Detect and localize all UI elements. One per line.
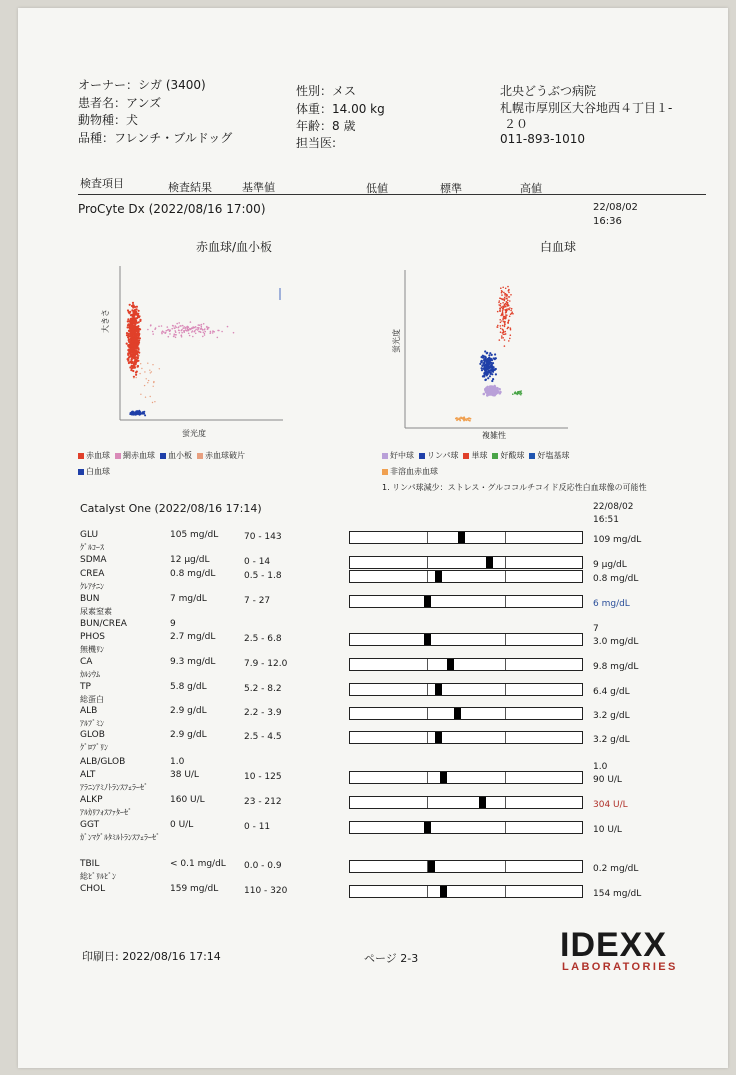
age-line: 年齢：8 歳 bbox=[296, 119, 356, 133]
wbc-legend-item bbox=[382, 448, 414, 464]
range-bar-tick bbox=[427, 571, 428, 582]
rbc-legend-label: 白血球 bbox=[86, 467, 110, 476]
procyte-time: 16:36 bbox=[593, 216, 622, 227]
range-bar bbox=[349, 821, 583, 834]
wbc-scatter-plot bbox=[393, 258, 573, 433]
analyte-previous: 10 U/L bbox=[593, 825, 622, 835]
idexx-logo: IDEXX bbox=[560, 926, 668, 964]
analyte-previous: 9.8 mg/dL bbox=[593, 662, 639, 672]
wbc-legend-item bbox=[419, 448, 458, 464]
clinic-address-2: ２０ bbox=[504, 117, 529, 131]
range-bar-tick bbox=[505, 708, 506, 719]
catalyst-time: 16:51 bbox=[593, 515, 619, 525]
range-bar bbox=[349, 796, 583, 809]
wbc-legend-label: 好塩基球 bbox=[537, 451, 570, 460]
range-bar-tick bbox=[427, 732, 428, 743]
header-high: 高値 bbox=[520, 182, 542, 195]
analyte-code: TP bbox=[80, 682, 91, 692]
analyte-result: 0.8 mg/dL bbox=[170, 569, 216, 579]
range-bar-marker bbox=[424, 596, 431, 607]
analyte-previous: 90 U/L bbox=[593, 775, 622, 785]
range-bar-tick bbox=[505, 861, 506, 872]
range-bar-marker bbox=[428, 861, 435, 872]
rbc-legend-item bbox=[197, 448, 245, 464]
analyte-name-jp: ｸﾞﾛﾌﾞﾘﾝ bbox=[80, 743, 108, 752]
rbc-legend-swatch bbox=[78, 453, 84, 459]
range-bar bbox=[349, 707, 583, 720]
analyte-name-jp: ｶﾙｼｳﾑ bbox=[80, 670, 100, 679]
range-bar-tick bbox=[505, 772, 506, 783]
wbc-plot-title: 白血球 bbox=[540, 240, 577, 254]
analyte-previous: 0.8 mg/dL bbox=[593, 574, 639, 584]
rbc-legend-label: 赤血球 bbox=[86, 451, 110, 460]
range-bar bbox=[349, 683, 583, 696]
analyte-previous: 109 mg/dL bbox=[593, 535, 642, 545]
patient-name-line: 患者名：アンズ bbox=[78, 96, 162, 110]
analyte-code: GGT bbox=[80, 820, 100, 830]
analyte-reference: 5.2 - 8.2 bbox=[244, 684, 282, 694]
analyte-code: PHOS bbox=[80, 632, 105, 642]
range-bar-marker bbox=[486, 557, 493, 568]
rbc-legend-label: 赤血球破片 bbox=[205, 451, 245, 460]
header-normal: 標準 bbox=[440, 182, 462, 195]
clinic-phone: 011-893-1010 bbox=[500, 132, 586, 146]
analyte-reference: 2.5 - 4.5 bbox=[244, 732, 282, 742]
header-ref: 基準値 bbox=[242, 181, 275, 194]
range-bar bbox=[349, 771, 583, 784]
analyte-previous: 1.0 bbox=[593, 762, 608, 772]
analyte-result: 1.0 bbox=[170, 757, 185, 767]
wbc-legend-swatch bbox=[463, 453, 469, 459]
analyte-code: TBIL bbox=[80, 859, 100, 869]
analyte-code: BUN/CREA bbox=[80, 619, 127, 629]
range-bar bbox=[349, 556, 583, 569]
range-bar bbox=[349, 731, 583, 744]
analyte-name-jp: 尿素窒素 bbox=[80, 607, 112, 616]
range-bar-tick bbox=[427, 557, 428, 568]
range-bar-tick bbox=[505, 557, 506, 568]
analyte-previous: 3.2 g/dL bbox=[593, 711, 630, 721]
range-bar-marker bbox=[458, 532, 465, 543]
range-bar-tick bbox=[505, 571, 506, 582]
range-bar-tick bbox=[427, 708, 428, 719]
analyte-result: 12 μg/dL bbox=[170, 555, 210, 565]
analyte-result: 9.3 mg/dL bbox=[170, 657, 216, 667]
analyte-reference: 0.0 - 0.9 bbox=[244, 861, 282, 871]
analyte-previous: 0.2 mg/dL bbox=[593, 864, 639, 874]
analyte-result: 5.8 g/dL bbox=[170, 682, 207, 692]
analyte-name-jp: ｸﾞﾙｺｰｽ bbox=[80, 543, 104, 552]
analyte-code: GLOB bbox=[80, 730, 105, 740]
range-bar-tick bbox=[427, 532, 428, 543]
rbc-legend-item bbox=[160, 448, 192, 464]
range-bar-tick bbox=[505, 822, 506, 833]
wbc-legend-swatch bbox=[382, 469, 388, 475]
rbc-y-label: 大きさ bbox=[101, 309, 110, 333]
wbc-legend-label: 非溶血赤血球 bbox=[390, 467, 438, 476]
rbc-legend-item bbox=[78, 464, 110, 480]
range-bar-tick bbox=[505, 532, 506, 543]
range-bar-tick bbox=[427, 797, 428, 808]
analyte-reference: 110 - 320 bbox=[244, 886, 288, 896]
wbc-legend-label: リンパ球 bbox=[427, 451, 459, 460]
analyte-result: 105 mg/dL bbox=[170, 530, 219, 540]
wbc-legend bbox=[382, 448, 582, 480]
analyte-code: ALB bbox=[80, 706, 98, 716]
range-bar-marker bbox=[435, 684, 442, 695]
analyte-previous: 9 μg/dL bbox=[593, 560, 627, 570]
range-bar bbox=[349, 658, 583, 671]
analyte-code: CA bbox=[80, 657, 93, 667]
analyte-result: < 0.1 mg/dL bbox=[170, 859, 226, 869]
rbc-legend bbox=[78, 448, 278, 480]
analyte-result: 9 bbox=[170, 619, 176, 629]
analyte-code: BUN bbox=[80, 594, 100, 604]
rbc-legend-swatch bbox=[197, 453, 203, 459]
analyte-code: CREA bbox=[80, 569, 105, 579]
wbc-y-label: 蛍光度 bbox=[392, 329, 401, 353]
analyte-name-jp: ｱﾙﾌﾞﾐﾝ bbox=[80, 719, 104, 728]
analyte-previous: 6 mg/dL bbox=[593, 599, 630, 609]
analyte-previous: 3.2 g/dL bbox=[593, 735, 630, 745]
analyte-name-jp: ｶﾞﾝﾏｸﾞﾙﾀﾐﾙﾄﾗﾝｽﾌｪﾗｰｾﾞ bbox=[80, 833, 160, 842]
catalyst-date: 22/08/02 bbox=[593, 502, 634, 512]
rbc-legend-swatch bbox=[78, 469, 84, 475]
rbc-legend-label: 血小板 bbox=[168, 451, 192, 460]
page-number: ページ 2-3 bbox=[364, 952, 419, 965]
analyte-previous: 3.0 mg/dL bbox=[593, 637, 639, 647]
rbc-plot-title: 赤血球/血小板 bbox=[196, 240, 273, 254]
analyte-result: 2.9 g/dL bbox=[170, 706, 207, 716]
range-bar bbox=[349, 570, 583, 583]
wbc-legend-item bbox=[529, 448, 569, 464]
wbc-legend-item bbox=[492, 448, 524, 464]
analyte-previous: 304 U/L bbox=[593, 800, 628, 810]
analyte-code: ALKP bbox=[80, 795, 103, 805]
analyte-reference: 2.5 - 6.8 bbox=[244, 634, 282, 644]
range-bar-tick bbox=[427, 772, 428, 783]
range-bar-marker bbox=[454, 708, 461, 719]
header-item: 検査項目 bbox=[80, 177, 124, 190]
analyte-result: 160 U/L bbox=[170, 795, 205, 805]
rbc-scatter-plot bbox=[88, 258, 288, 448]
analyte-code: SDMA bbox=[80, 555, 107, 565]
range-bar bbox=[349, 633, 583, 646]
wbc-legend-swatch bbox=[529, 453, 535, 459]
wbc-legend-label: 好中球 bbox=[390, 451, 414, 460]
range-bar-tick bbox=[505, 797, 506, 808]
range-bar-tick bbox=[505, 886, 506, 897]
analyte-code: GLU bbox=[80, 530, 99, 540]
range-bar-marker bbox=[447, 659, 454, 670]
analyte-reference: 0.5 - 1.8 bbox=[244, 571, 282, 581]
header-low: 低値 bbox=[366, 182, 388, 195]
clinic-name: 北央どうぶつ病院 bbox=[500, 84, 597, 98]
range-bar-marker bbox=[440, 772, 447, 783]
analyte-reference: 0 - 14 bbox=[244, 557, 271, 567]
range-bar-marker bbox=[435, 732, 442, 743]
sex-line: 性別：メス bbox=[296, 84, 357, 98]
analyte-code: ALT bbox=[80, 770, 96, 780]
range-bar-tick bbox=[427, 886, 428, 897]
rbc-legend-swatch bbox=[115, 453, 121, 459]
owner-line: オーナー：シガ (3400) bbox=[78, 78, 206, 92]
analyte-result: 7 mg/dL bbox=[170, 594, 207, 604]
analyte-result: 159 mg/dL bbox=[170, 884, 219, 894]
analyte-name-jp: 総ﾋﾞﾘﾙﾋﾞﾝ bbox=[80, 872, 116, 881]
range-bar-marker bbox=[440, 886, 447, 897]
analyte-reference: 23 - 212 bbox=[244, 797, 282, 807]
range-bar-tick bbox=[427, 659, 428, 670]
analyte-code: ALB/GLOB bbox=[80, 757, 126, 767]
range-bar bbox=[349, 885, 583, 898]
wbc-x-label: 複雑性 bbox=[482, 431, 506, 440]
printed-date: 印刷日: 2022/08/16 17:14 bbox=[82, 950, 221, 963]
wbc-legend-swatch bbox=[419, 453, 425, 459]
wbc-legend-item bbox=[463, 448, 487, 464]
analyte-code: CHOL bbox=[80, 884, 106, 894]
procyte-title: ProCyte Dx (2022/08/16 17:00) bbox=[78, 202, 266, 216]
rbc-legend-label: 網赤血球 bbox=[123, 451, 155, 460]
doctor-line: 担当医: bbox=[296, 136, 337, 150]
analyte-name-jp: 総蛋白 bbox=[80, 695, 104, 704]
analyte-result: 2.9 g/dL bbox=[170, 730, 207, 740]
clinic-address-1: 札幌市厚別区大谷地西４丁目１- bbox=[500, 101, 673, 115]
procyte-date: 22/08/02 bbox=[593, 202, 638, 213]
analyte-name-jp: ｱﾙｶﾘﾌｫｽﾌｧﾀｰｾﾞ bbox=[80, 808, 132, 817]
analyte-name-jp: 無機ﾘﾝ bbox=[80, 645, 104, 654]
rbc-legend-item bbox=[78, 448, 110, 464]
analyte-result: 2.7 mg/dL bbox=[170, 632, 216, 642]
analyte-name-jp: ｱﾗﾆﾝｱﾐﾉﾄﾗﾝｽﾌｪﾗｰｾﾞ bbox=[80, 783, 148, 792]
catalyst-title: Catalyst One (2022/08/16 17:14) bbox=[80, 502, 262, 515]
range-bar-tick bbox=[505, 596, 506, 607]
analyte-result: 38 U/L bbox=[170, 770, 199, 780]
procyte-note: 1. リンパ球減少：ストレス・グルココルチコイド反応性白血球像の可能性 bbox=[382, 483, 647, 492]
wbc-legend-swatch bbox=[492, 453, 498, 459]
analyte-reference: 2.2 - 3.9 bbox=[244, 708, 282, 718]
range-bar-marker bbox=[424, 634, 431, 645]
analyte-reference: 7.9 - 12.0 bbox=[244, 659, 288, 669]
weight-line: 体重：14.00 kg bbox=[296, 102, 385, 116]
range-bar-tick bbox=[505, 659, 506, 670]
analyte-previous: 154 mg/dL bbox=[593, 889, 642, 899]
report-page bbox=[18, 8, 728, 1068]
analyte-previous: 6.4 g/dL bbox=[593, 687, 630, 697]
rbc-legend-item bbox=[115, 448, 155, 464]
range-bar-tick bbox=[505, 732, 506, 743]
range-bar-marker bbox=[435, 571, 442, 582]
range-bar bbox=[349, 531, 583, 544]
analyte-reference: 7 - 27 bbox=[244, 596, 271, 606]
analyte-name-jp: ｸﾚｱﾁﾆﾝ bbox=[80, 582, 104, 591]
analyte-reference: 70 - 143 bbox=[244, 532, 282, 542]
range-bar-tick bbox=[427, 684, 428, 695]
range-bar-tick bbox=[505, 684, 506, 695]
analyte-reference: 0 - 11 bbox=[244, 822, 271, 832]
wbc-legend-label: 単球 bbox=[471, 451, 488, 460]
range-bar-marker bbox=[479, 797, 486, 808]
analyte-result: 0 U/L bbox=[170, 820, 194, 830]
range-bar bbox=[349, 860, 583, 873]
wbc-legend-label: 好酸球 bbox=[500, 451, 525, 460]
range-bar-marker bbox=[424, 822, 431, 833]
range-bar bbox=[349, 595, 583, 608]
rbc-legend-swatch bbox=[160, 453, 166, 459]
breed-line: 品種：フレンチ・ブルドッグ bbox=[78, 131, 233, 145]
range-bar-tick bbox=[505, 634, 506, 645]
analyte-reference: 10 - 125 bbox=[244, 772, 282, 782]
analyte-previous: 7 bbox=[593, 624, 599, 634]
idexx-logo-sub: LABORATORIES bbox=[562, 961, 678, 973]
rbc-x-label: 蛍光度 bbox=[182, 429, 206, 438]
species-line: 動物種：犬 bbox=[78, 113, 139, 127]
header-result: 検査結果 bbox=[168, 181, 212, 194]
wbc-legend-swatch bbox=[382, 453, 388, 459]
header-rule bbox=[78, 194, 706, 195]
wbc-legend-item bbox=[382, 464, 438, 480]
